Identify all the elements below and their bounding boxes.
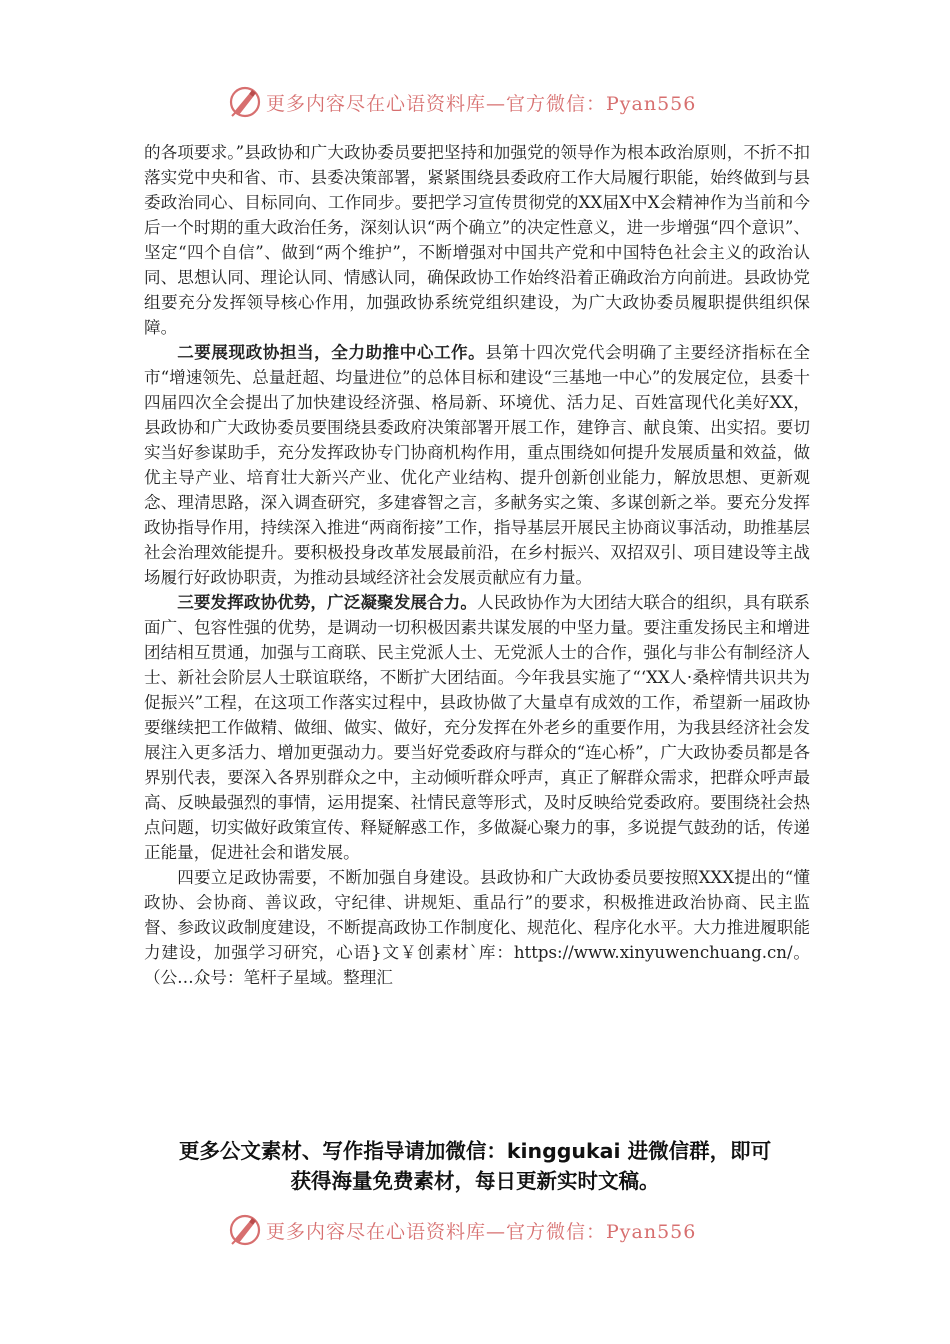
pen-logo-icon [228, 1213, 262, 1247]
article-body [144, 140, 810, 990]
promo-line-2: 获得海量免费素材，每日更新实时文稿。 [290, 1169, 660, 1193]
footer-banner-text: 更多内容尽在心语资料库—官方微信：Pyan556 [266, 1220, 697, 1243]
paragraph-2-lead: 二要展现政协担当，全力助推中心工作。 [177, 343, 486, 362]
paragraph-1: 的各项要求。”县政协和广大政协委员要把坚持和加强党的领导作为根本政治原则，不折不扣落实党中央和省、市、县委决策部署，紧紧围绕县委政府工作大局履行职能，始终做到与县委政治同心、目标同向、工作同步。要把学习宣传贯彻党的XX届X中X会精神作为当前和今后一个时期的重大政治任务，深刻认识“两个确立”的决定性意义，进一步增强“四个意识”、坚定“四个自信”、做到“两个维护”，不断增强对中国共产党和中国特色社会主义的政治认同、思想认同、理论认同、情感认同，确保政协工作始终沿着正确政治方向前进。县政协党组要充分发挥领导核心作用，加强政协系统党组织建设，为广大政协委员履职提供组织保障。 [144, 143, 810, 337]
paragraph-4: 四要立足政协需要，不断加强自身建设。县政协和广大政协委员要按照XXX提出的“懂政协、会协商、善议政，守纪律、讲规矩、重品行”的要求，积极推进政治协商、民主监督、参政议政制度建设，不断提高政协工作制度化、规范化、程序化水平。大力推进履职能力建设，加强学习研究，心语}文￥创素材`库：https://www.xinyuwenchuang.cn/。（公…众号：笔杆子星域。整理汇 [144, 868, 810, 987]
promo-line-1: 更多公文素材、写作指导请加微信：kinggukai 进微信群，即可 [178, 1139, 772, 1163]
header-banner [228, 84, 728, 120]
paragraph-3: 三要发挥政协优势，广泛凝聚发展合力。人民政协作为大团结大联合的组织，具有联系面广、包容性强的优势，是调动一切积极因素共谋发展的中坚力量。要注重发扬民主和增进团结相互贯通，加强与工商联、民主党派人士、无党派人士的合作，强化与非公有制经济人士、新社会阶层人士联谊联络，不断扩大团结面。今年我县实施了“‘XX人·桑梓情共识共为促振兴”工程，在这项工作落实过程中，县政协做了大量卓有成效的工作，希望新一届政协要继续把工作做精、做细、做实、做好，充分发挥在外老乡的重要作用，为我县经济社会发展注入更多活力、增加更强动力。要当好党委政府与群众的“连心桥”，广大政协委员都是各界别代表，要深入各界别群众之中，主动倾听群众呼声，真正了解群众需求，把群众呼声最高、反映最强烈的事情，运用提案、社情民意等形式，及时反映给党委政府。要围绕社会热点问题，切实做好政策宣传、释疑解惑工作，多做凝心聚力的事，多说提气鼓劲的话，传递正能量，促进社会和谐发展。 [144, 593, 810, 862]
paragraph-3-lead: 三要发挥政协优势，广泛凝聚发展合力。 [177, 593, 477, 612]
promo-notice [140, 1136, 810, 1196]
footer-banner [228, 1212, 728, 1248]
header-banner-text: 更多内容尽在心语资料库—官方微信：Pyan556 [266, 92, 697, 115]
paragraph-2: 二要展现政协担当，全力助推中心工作。县第十四次党代会明确了主要经济指标在全市“增速领先、总量赶超、均量进位”的总体目标和建设“三基地一中心”的发展定位，县委十四届四次全会提出了加快建设经济强、格局新、环境优、活力足、百姓富现代化美好XX，县政协和广大政协委员要围绕县委政府决策部署开展工作，建铮言、献良策、出实招。要切实当好参谋助手，充分发挥政协专门协商机构作用，重点围绕如何提升发展质量和效益，做优主导产业、培育壮大新兴产业、优化产业结构、提升创新创业能力，解放思想、更新观念、理清思路，深入调查研究，多建睿智之言，多献务实之策、多谋创新之举。要充分发挥政协指导作用，持续深入推进“两商衔接”工作，指导基层开展民主协商议事活动，助推基层社会治理效能提升。要积极投身改革发展最前沿，在乡村振兴、双招双引、项目建设等主战场履行好政协职责，为推动县域经济社会发展贡献应有力量。 [144, 343, 810, 587]
pen-logo-icon [228, 85, 262, 119]
